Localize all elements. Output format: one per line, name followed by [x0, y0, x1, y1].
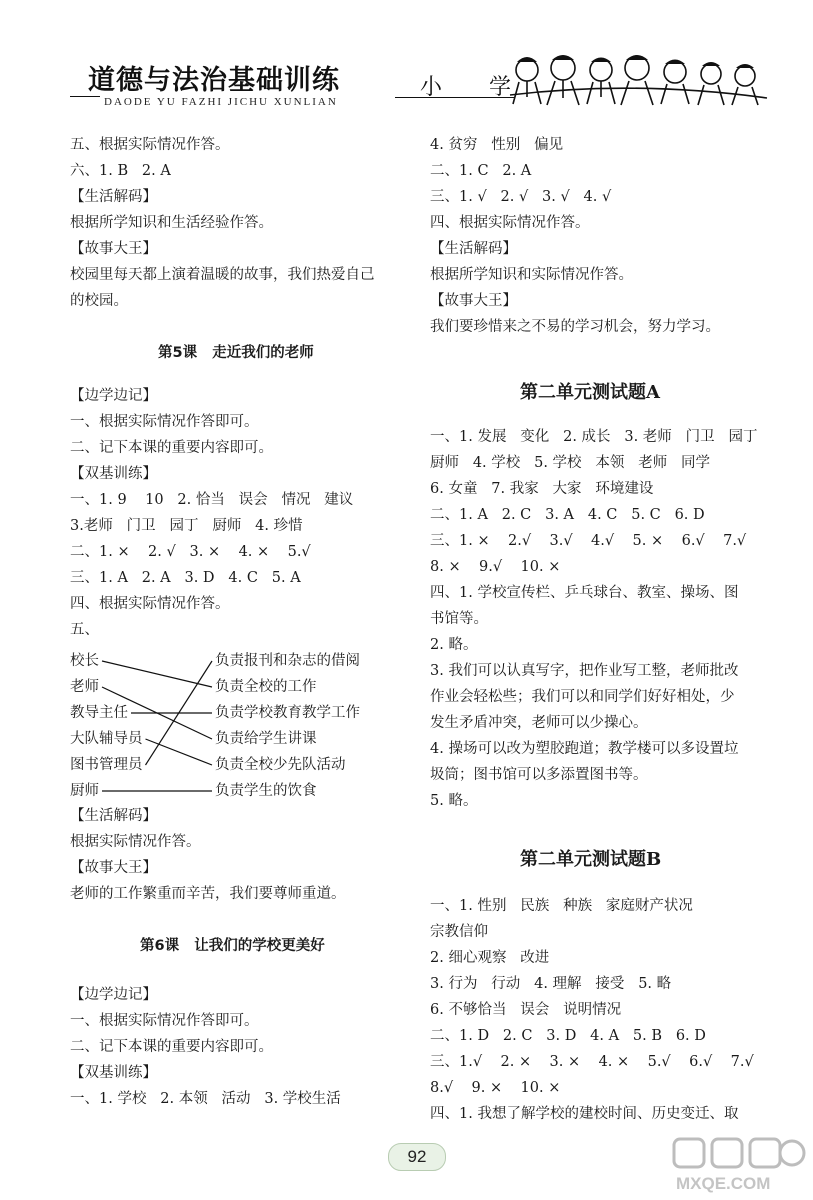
text-line: 三、1. × 2.√ 3.√ 4.√ 5. × 6.√ 7.√: [430, 533, 747, 549]
text-line: 二、1. D 2. C 3. D 4. A 5. B 6. D: [430, 1028, 706, 1044]
text-line: 8.√ 9. × 10. ×: [430, 1080, 561, 1096]
text-line: 二、1. × 2. √ 3. × 4. × 5.√: [70, 544, 311, 560]
page-number: 92: [388, 1143, 446, 1171]
text-line: 2. 细心观察 改进: [430, 950, 550, 966]
match-left-item: 厨师: [70, 783, 99, 799]
section-label: 【双基训练】: [70, 1065, 157, 1081]
book-title-pinyin: DAODE YU FAZHI JICHU XUNLIAN: [104, 96, 338, 108]
text-line: 根据所学知识和实际情况作答。: [430, 267, 633, 283]
text-line: 4. 贫穷 性别 偏见: [430, 137, 564, 153]
match-connector-line: [146, 739, 213, 765]
text-line: 4. 操场可以改为塑胶跑道；教学楼可以多设置垃: [430, 741, 739, 757]
lesson-title: 第6课 让我们的学校更美好: [140, 938, 325, 954]
book-title: 道德与法治基础训练: [88, 65, 340, 96]
match-right-item: 负责给学生讲课: [215, 731, 317, 747]
section-label: 【生活解码】: [70, 808, 157, 824]
text-line: 2. 略。: [430, 637, 478, 653]
text-line: 3. 行为 行动 4. 理解 接受 5. 略: [430, 976, 672, 992]
section-label: 【故事大王】: [70, 241, 157, 257]
match-left-item: 图书管理员: [70, 757, 143, 773]
text-line: 四、1. 学校宣传栏、乒乓球台、教室、操场、图: [430, 585, 739, 601]
test-title: 第二单元测试题B: [520, 849, 662, 870]
text-line: 宗教信仰: [430, 924, 488, 940]
text-line: 6. 女童 7. 我家 大家 环境建设: [430, 481, 654, 497]
text-line: 五、根据实际情况作答。: [70, 137, 230, 153]
text-line: 校园里每天都上演着温暖的故事，我们热爱自己: [70, 267, 375, 283]
text-line: 根据实际情况作答。: [70, 834, 201, 850]
text-line: 一、根据实际情况作答即可。: [70, 414, 259, 430]
text-line: 三、1. √ 2. √ 3. √ 4. √: [430, 189, 612, 205]
match-right-item: 负责全校少先队活动: [215, 757, 346, 773]
text-line: 二、1. C 2. A: [430, 163, 532, 179]
match-left-item: 老师: [70, 679, 99, 695]
section-label: 【故事大王】: [430, 293, 517, 309]
text-line: 我们要珍惜来之不易的学习机会，努力学习。: [430, 319, 720, 335]
match-right-item: 负责报刊和杂志的借阅: [215, 653, 360, 669]
match-left-item: 校长: [70, 653, 99, 669]
match-left-item: 教导主任: [70, 705, 128, 721]
text-line: 6. 不够恰当 误会 说明情况: [430, 1002, 622, 1018]
text-line: 3. 我们可以认真写字，把作业写工整，老师批改: [430, 663, 739, 679]
text-line: 作业会轻松些；我们可以和同学们好好相处，少: [430, 689, 735, 705]
match-left-item: 大队辅导员: [70, 731, 143, 747]
text-line: 老师的工作繁重而辛苦，我们要尊师重道。: [70, 886, 346, 902]
test-title: 第二单元测试题A: [520, 382, 660, 403]
text-line: 四、根据实际情况作答。: [70, 596, 230, 612]
text-line: 圾筒；图书馆可以多添置图书等。: [430, 767, 648, 783]
text-line: 的校园。: [70, 293, 128, 309]
text-line: 二、1. A 2. C 3. A 4. C 5. C 6. D: [430, 507, 705, 523]
match-right-item: 负责学校教育教学工作: [215, 705, 360, 721]
text-line: 三、1.√ 2. × 3. × 4. × 5.√ 6.√ 7.√: [430, 1054, 754, 1070]
text-line: 一、1. 学校 2. 本领 活动 3. 学校生活: [70, 1091, 341, 1107]
text-line: 根据所学知识和生活经验作答。: [70, 215, 273, 231]
watermark-text: MXQE.COM: [676, 1174, 771, 1193]
match-right-item: 负责全校的工作: [215, 679, 317, 695]
match-right-item: 负责学生的饮食: [215, 783, 317, 799]
text-line: 厨师 4. 学校 5. 学校 本领 老师 同学: [430, 455, 711, 471]
text-line: 二、记下本课的重要内容即可。: [70, 440, 273, 456]
section-label: 【生活解码】: [430, 241, 517, 257]
watermark-stamp-icon: [668, 1135, 808, 1195]
section-label: 【故事大王】: [70, 860, 157, 876]
text-line: 二、记下本课的重要内容即可。: [70, 1039, 273, 1055]
text-line: 三、1. A 2. A 3. D 4. C 5. A: [70, 570, 301, 586]
lesson-title: 第5课 走近我们的老师: [158, 345, 314, 361]
text-line: 发生矛盾冲突，老师可以少操心。: [430, 715, 648, 731]
text-line: 一、根据实际情况作答即可。: [70, 1013, 259, 1029]
section-label: 【边学边记】: [70, 388, 157, 404]
text-line: 六、1. B 2. A: [70, 163, 171, 179]
section-label: 【边学边记】: [70, 987, 157, 1003]
text-line: 一、1. 性别 民族 种族 家庭财产状况: [430, 898, 693, 914]
text-line: 3.老师 门卫 园丁 厨师 4. 珍惜: [70, 518, 303, 534]
grade-label: 小 学: [420, 75, 531, 100]
section-label: 【生活解码】: [70, 189, 157, 205]
text-line: 五、: [70, 622, 99, 638]
text-line: 5. 略。: [430, 793, 478, 809]
text-line: 一、1. 9 10 2. 恰当 误会 情况 建议: [70, 492, 354, 508]
text-line: 四、1. 我想了解学校的建校时间、历史变迁、取: [430, 1106, 739, 1122]
text-line: 书馆等。: [430, 611, 488, 627]
text-line: 8. × 9.√ 10. ×: [430, 559, 561, 575]
text-line: 四、根据实际情况作答。: [430, 215, 590, 231]
text-line: 一、1. 发展 变化 2. 成长 3. 老师 门卫 园丁: [430, 429, 758, 445]
section-label: 【双基训练】: [70, 466, 157, 482]
match-connector-line: [102, 661, 212, 687]
watermark-logo: [668, 1135, 808, 1195]
